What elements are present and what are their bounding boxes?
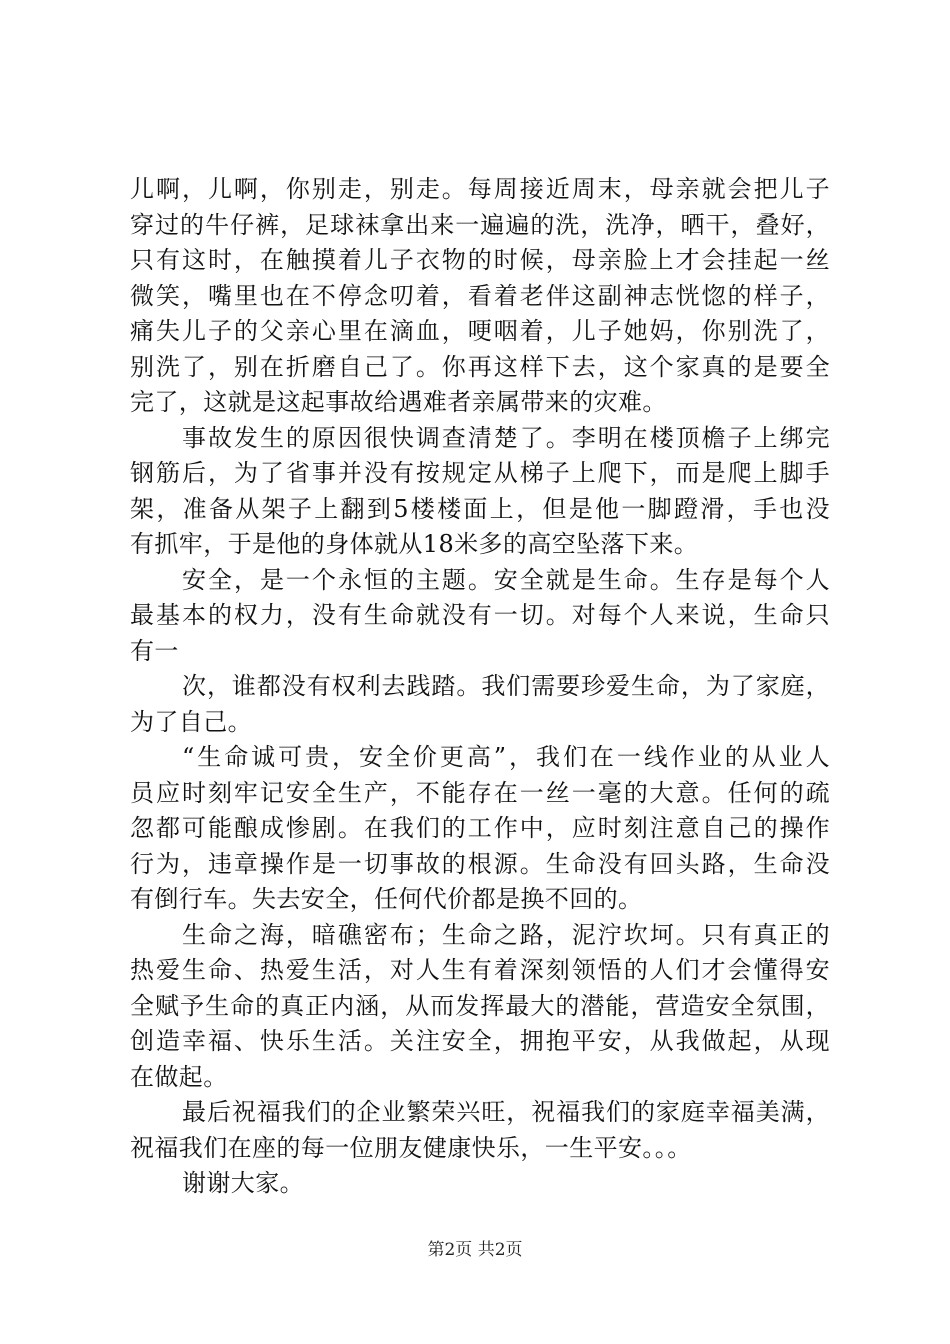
text-line: 热爱生命、热爱生活，对人生有着深刻领悟的人们才会懂得安 [130, 956, 830, 984]
text-line: 儿啊，儿啊，你别走，别走。每周接近周末，母亲就会把儿子 [130, 175, 830, 203]
text-line: 安全，是一个永恒的主题。安全就是生命。生存是每个人 [182, 565, 830, 594]
text-line: 钢筋后，为了省事并没有按规定从梯子上爬下，而是爬上脚手 [130, 459, 830, 487]
document-body [130, 172, 830, 1202]
text-line: 别洗了，别在折磨自己了。你再这样下去，这个家真的是要全 [130, 352, 830, 381]
text-line: 有一 [130, 636, 179, 665]
text-line: 完了，这就是这起事故给遇难者亲属带来的灾难。 [130, 388, 667, 416]
text-line: 有倒行车。失去安全，任何代价都是换不回的。 [130, 885, 643, 913]
text-line: 架，准备从架子上翻到5楼楼面上，但是他一脚蹬滑，手也没 [130, 494, 830, 523]
text-line: 生命之海，暗礁密布；生命之路，泥泞坎坷。只有真正的 [182, 920, 830, 949]
text-line: 事故发生的原因很快调查清楚了。李明在楼顶檐子上绑完 [182, 423, 830, 452]
page-footer: 第2页 共2页 [427, 1240, 523, 1260]
text-line: 在做起。 [130, 1062, 228, 1091]
text-line: 全赋予生命的真正内涵，从而发挥最大的潜能，营造安全氛围， [130, 991, 830, 1020]
text-line: 只有这时，在触摸着儿子衣物的时候，母亲脸上才会挂起一丝 [130, 246, 830, 274]
text-line: 忽都可能酿成惨剧。在我们的工作中，应时刻注意自己的操作 [130, 814, 830, 842]
text-line: 最后祝福我们的企业繁荣兴旺，祝福我们的家庭幸福美满， [182, 1098, 830, 1126]
text-line: 有抓牢，于是他的身体就从18米多的高空坠落下来。 [130, 530, 699, 558]
text-line: 微笑，嘴里也在不停念叨着，看着老伴这副神志恍惚的样子， [130, 281, 830, 310]
text-line: 员应时刻牢记安全生产，不能存在一丝一毫的大意。任何的疏 [130, 778, 830, 807]
text-line: “生命诚可贵，安全价更高”，我们在一线作业的从业人 [182, 743, 830, 771]
text-line: 痛失儿子的父亲心里在滴血，哽咽着，儿子她妈，你别洗了， [130, 317, 830, 345]
text-line: 为了自己。 [130, 707, 252, 736]
text-line: 最基本的权力，没有生命就没有一切。对每个人来说，生命只 [130, 601, 830, 629]
text-line: 祝福我们在座的每一位朋友健康快乐，一生平安。。。 [130, 1133, 692, 1162]
text-line: 行为，违章操作是一切事故的根源。生命没有回头路，生命没 [130, 849, 830, 878]
text-line: 谢谢大家。 [182, 1169, 304, 1197]
text-line: 穿过的牛仔裤，足球袜拿出来一遍遍的洗，洗净，晒干，叠好， [130, 210, 830, 239]
text-line: 次，谁都没有权利去践踏。我们需要珍爱生命，为了家庭， [182, 672, 830, 700]
text-line: 创造幸福、快乐生活。关注安全，拥抱平安，从我做起，从现 [130, 1027, 830, 1055]
